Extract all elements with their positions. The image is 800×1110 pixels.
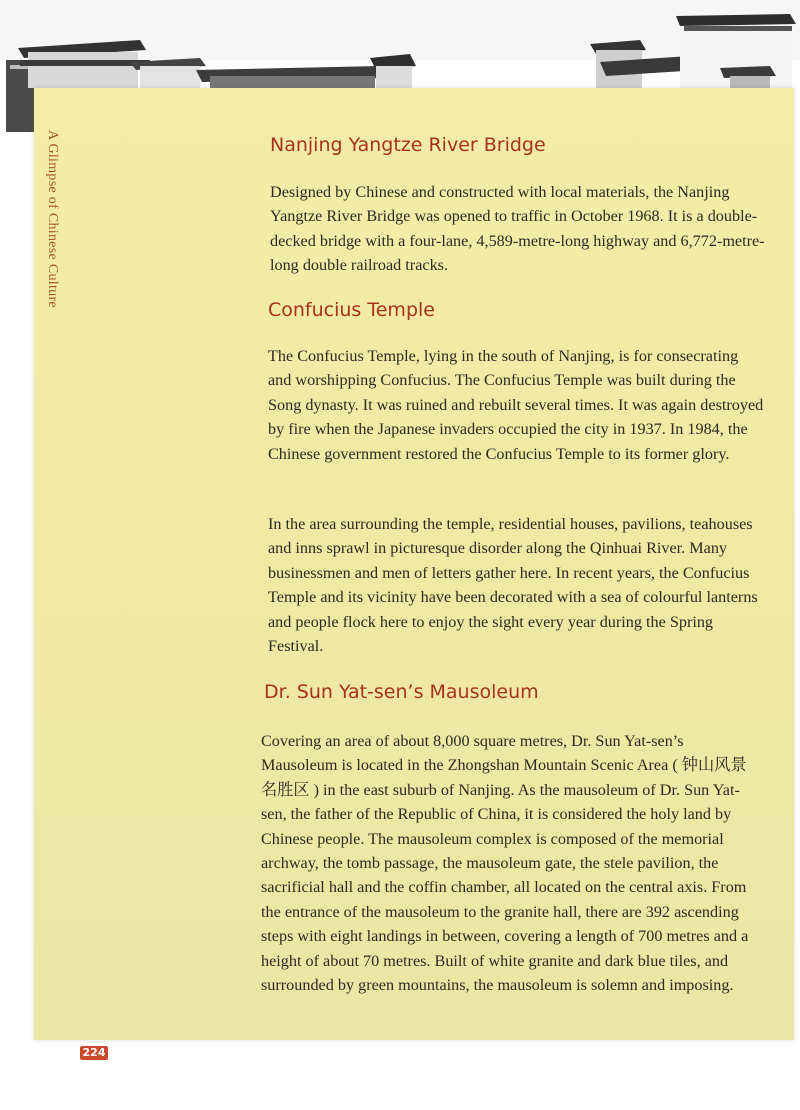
section-heading-sun-yat-sen-mausoleum: Dr. Sun Yat-sen’s Mausoleum xyxy=(264,681,539,703)
paragraph-sun-yat-sen-mausoleum: Covering an area of about 8,000 square metres, Dr. Sun Yat-sen’s Mausoleum is located in the Zhongshan Mountain Scenic Area ( 钟山风景名胜区 ) in the east suburb of Nanjing. As the mausoleum of Dr. Sun Yat-sen, the father of the Republic of China, it is considered the holy land by Chinese people. The mausoleum complex is composed of the memorial archway, the tomb passage, the mausoleum gate, the stele pavilion, the sacrificial hall and the coffin chamber, all located on the central axis. From the entrance of the mausoleum to the granite hall, there are 392 ascending steps with eight landings in between, covering a length of 700 metres and a height of about 70 metres. Built of white granite and dark blue tiles, and surrounded by green mountains, the mausoleum is solemn and imposing. xyxy=(261,732,749,995)
page-number: 224 xyxy=(80,1046,108,1060)
side-title: A Glimpse of Chinese Culture xyxy=(45,130,60,308)
paragraph-confucius-temple-1: The Confucius Temple, lying in the south of Nanjing, is for consecrating and worshipping Confucius. The Confucius Temple was built during the Song dynasty. It was ruined and rebuilt several times. It was again destroyed by fire when the Japanese invaders occupied the city in 1937. In 1984, the Chinese government restored the Confucius Temple to its former glory. xyxy=(268,347,764,463)
paragraph-bridge: Designed by Chinese and constructed with local materials, the Nanjing Yangtze River Bridge was opened to traffic in October 1968. It is a double-decked bridge with a four-lane, 4,589-metre-long highway and 6,772-metre-long double railroad tracks. xyxy=(270,183,765,275)
section-heading-bridge: Nanjing Yangtze River Bridge xyxy=(270,134,546,156)
section-heading-confucius-temple: Confucius Temple xyxy=(268,299,435,321)
paragraph-confucius-temple-2: In the area surrounding the temple, residential houses, pavilions, teahouses and inns sprawl in picturesque disorder along the Qinhuai River. Many businessmen and men of letters gather here. In recent years, the Confucius Temple and its vicinity have been decorated with a sea of colourful lanterns and people flock here to enjoy the sight every year during the Spring Festival. xyxy=(268,515,758,656)
